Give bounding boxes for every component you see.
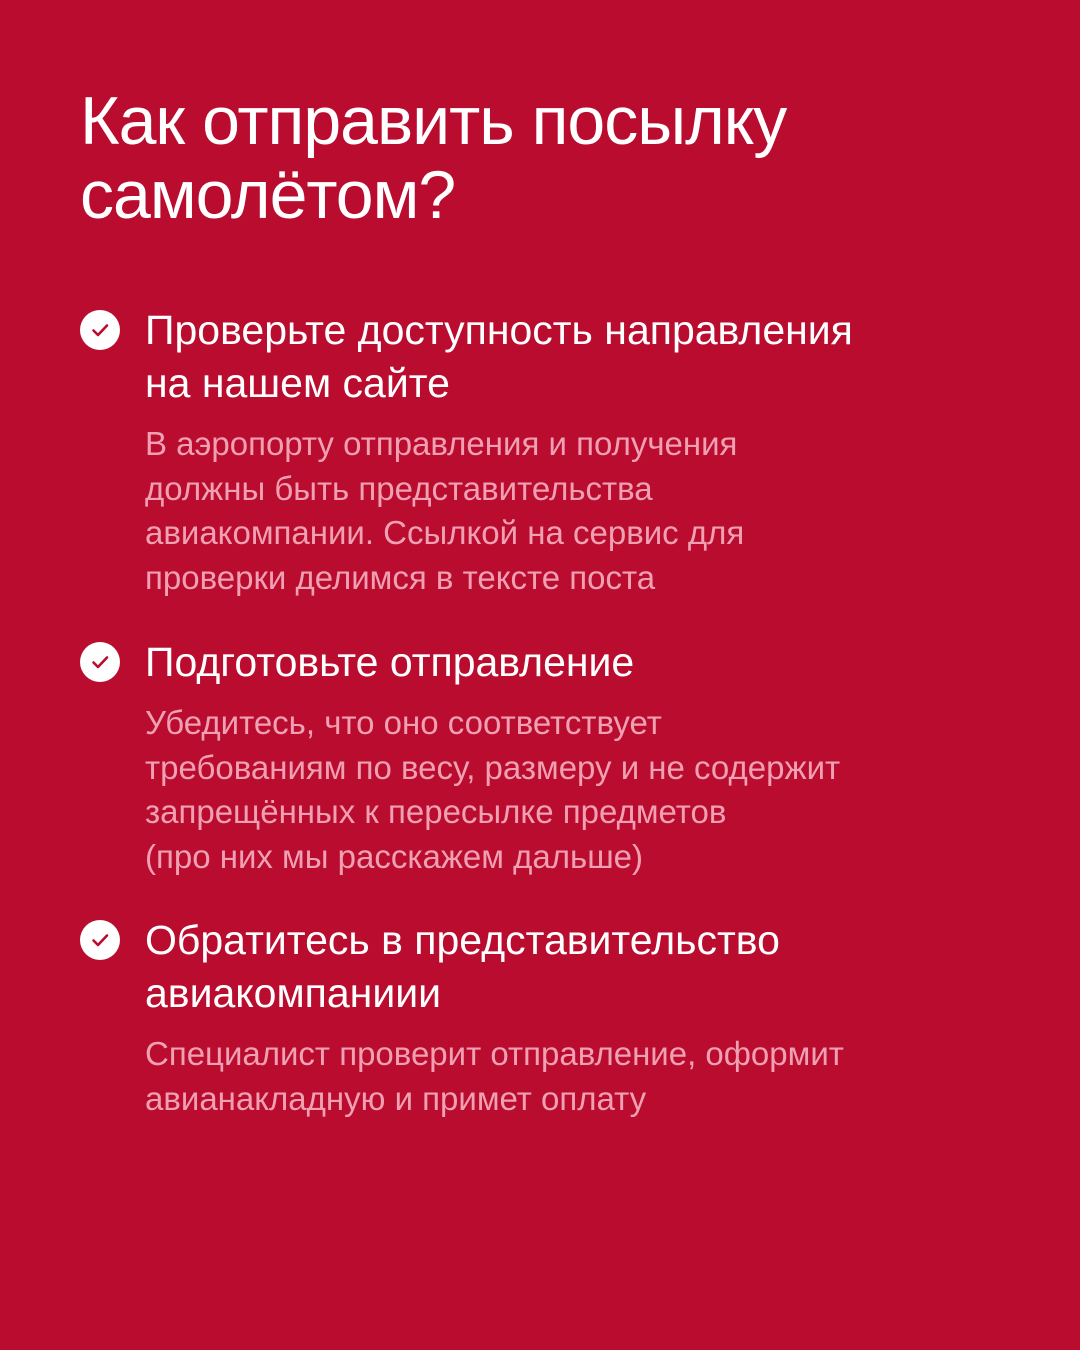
step-item bbox=[80, 304, 1020, 600]
step-title-line: Проверьте доступность направления bbox=[145, 307, 853, 353]
step-desc-line: В аэропорту отправления и получения bbox=[145, 425, 738, 462]
step-desc-line: Убедитесь, что оно соответствует bbox=[145, 704, 662, 741]
title-line: Как отправить посылку bbox=[80, 83, 787, 159]
step-title-line: на нашем сайте bbox=[145, 360, 450, 406]
step-description bbox=[145, 1032, 1020, 1121]
step-desc-line: (про них мы расскажем дальше) bbox=[145, 837, 644, 875]
step-desc-line: требованиям по весу, размеру и не содержит bbox=[145, 748, 841, 786]
step-desc-line: Специалист проверит отправление, оформит bbox=[145, 1035, 844, 1072]
step-body bbox=[145, 914, 1020, 1121]
step-desc-line: авианакладную и примет оплату bbox=[145, 1079, 647, 1117]
step-body bbox=[145, 304, 1020, 600]
step-description bbox=[145, 701, 1020, 879]
check-circle-icon bbox=[80, 310, 120, 350]
check-circle-icon bbox=[80, 920, 120, 960]
step-title bbox=[145, 636, 1020, 689]
step-title bbox=[145, 304, 1020, 410]
step-item bbox=[80, 636, 1020, 879]
step-title bbox=[145, 914, 1020, 1020]
step-title-line: авиакомпаниии bbox=[145, 970, 442, 1016]
step-description bbox=[145, 422, 1020, 600]
title-line: самолётом? bbox=[80, 157, 456, 233]
step-item bbox=[80, 914, 1020, 1121]
step-title-line: Подготовьте отправление bbox=[145, 639, 635, 685]
step-desc-line: авиакомпании. Ссылкой на сервис для bbox=[145, 514, 745, 551]
step-body bbox=[145, 636, 1020, 879]
step-desc-line: запрещённых к пересылке предметов bbox=[145, 793, 727, 830]
check-circle-icon bbox=[80, 642, 120, 682]
step-desc-line: должны быть представительства bbox=[145, 469, 653, 507]
page-title bbox=[80, 84, 1000, 232]
step-desc-line: проверки делимся в тексте поста bbox=[145, 558, 656, 596]
step-title-line: Обратитесь в представительство bbox=[145, 917, 780, 963]
